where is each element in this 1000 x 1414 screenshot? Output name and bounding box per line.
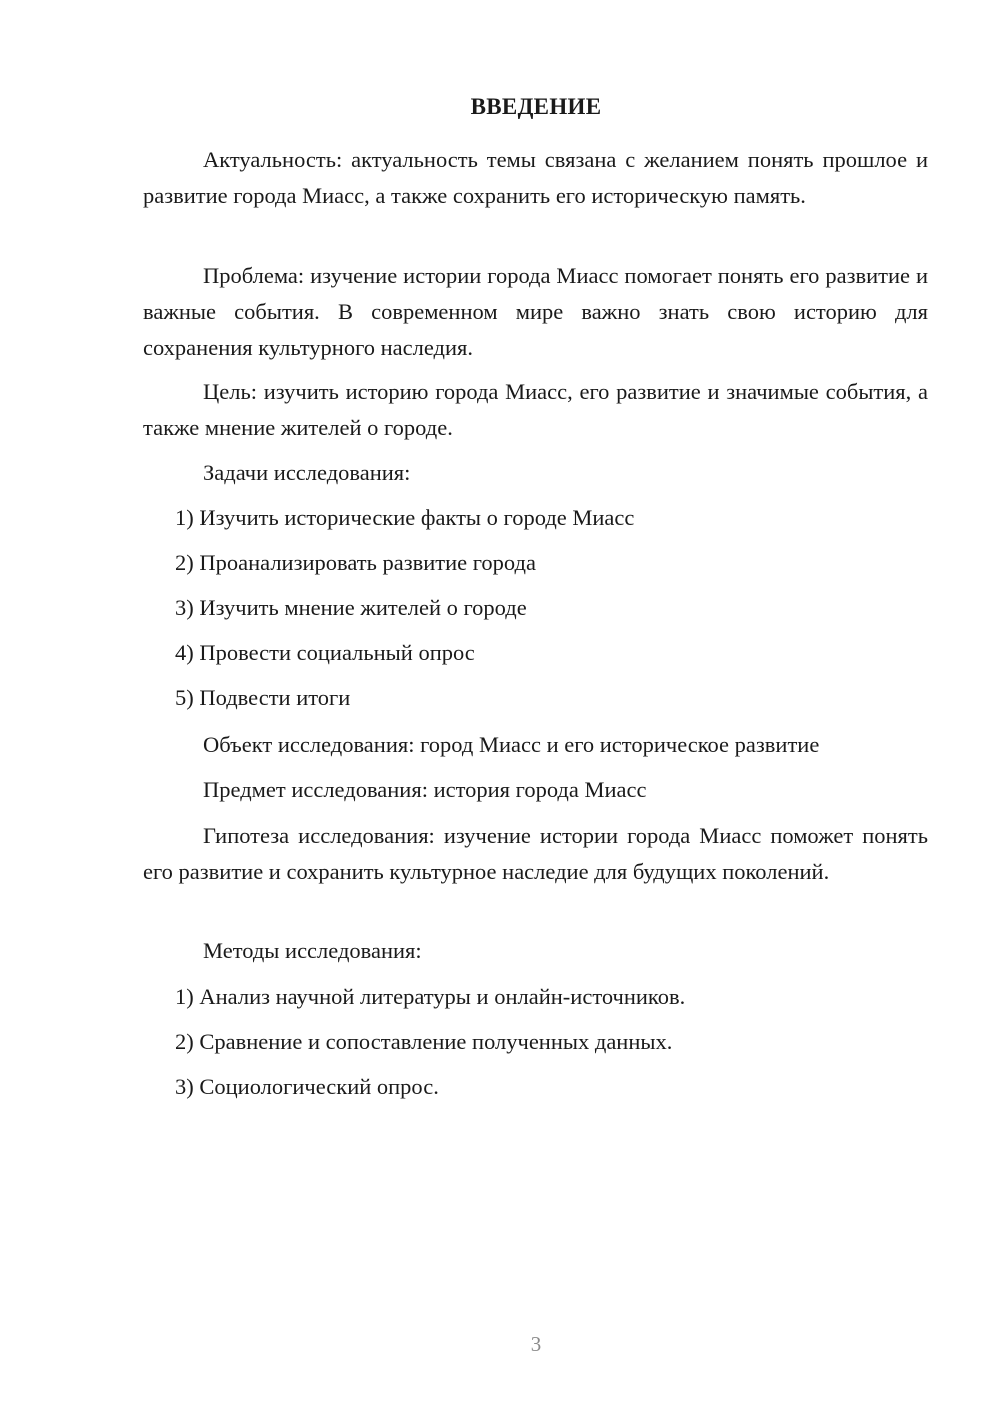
task-item: 1) Изучить исторические факты о городе Миасс <box>175 505 635 530</box>
subject-line: Предмет исследования: история города Миасс <box>203 777 647 802</box>
method-item: 3) Социологический опрос. <box>175 1074 439 1099</box>
tasks-title: Задачи исследования: <box>203 460 411 485</box>
page-number: 3 <box>530 1332 542 1356</box>
task-item: 3) Изучить мнение жителей о городе <box>175 595 527 620</box>
goal-paragraph: Цель: изучить историю города Миасс, его развитие и значимые события, а также мнение жителей о городе. <box>143 379 928 440</box>
hypothesis-paragraph: Гипотеза исследования: изучение истории города Миасс поможет понять его развитие и сохранить культурное наследие для будущих поколений. <box>143 823 928 884</box>
section-heading: ВВЕДЕНИЕ <box>470 94 602 119</box>
method-item: 2) Сравнение и сопоставление полученных данных. <box>175 1029 673 1054</box>
method-item: 1) Анализ научной литературы и онлайн-источников. <box>175 984 686 1009</box>
relevance-paragraph: Актуальность: актуальность темы связана с желанием понять прошлое и развитие города Миасс, а также сохранить его историческую память. <box>143 147 928 208</box>
problem-paragraph: Проблема: изучение истории города Миасс помогает понять его развитие и важные события. В современном мире важно знать свою историю для сохранения культурного наследия. <box>143 263 928 360</box>
methods-title: Методы исследования: <box>203 938 422 963</box>
task-item: 4) Провести социальный опрос <box>175 640 475 665</box>
task-item: 5) Подвести итоги <box>175 685 351 710</box>
task-item: 2) Проанализировать развитие города <box>175 550 536 575</box>
object-line: Объект исследования: город Миасс и его историческое развитие <box>203 732 820 757</box>
